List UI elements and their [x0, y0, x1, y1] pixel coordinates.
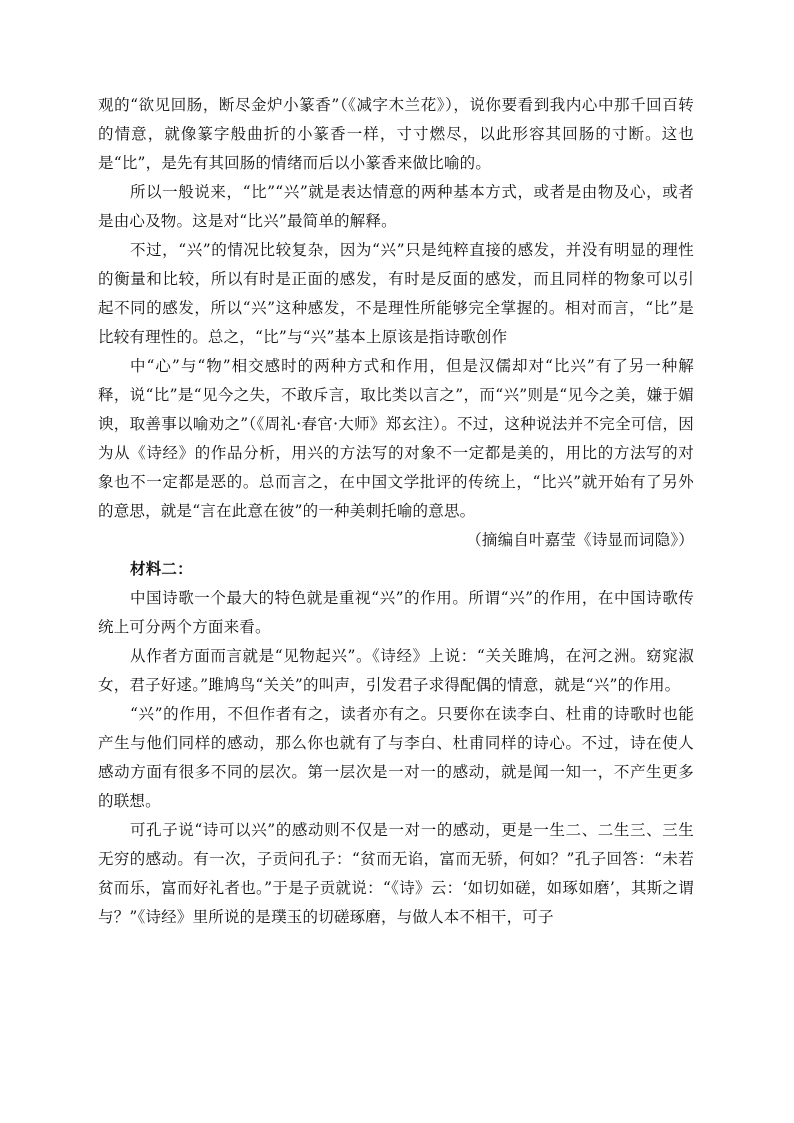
material-one-paragraph-4: 中“心”与“物”相交感时的两种方式和作用，但是汉儒却对“比兴”有了另一种解释，说“比”是“见今之失，不敢斥言，取比类以言之”，而“兴”则是“见今之美，嫌于媚谀，取善事以喻劝之”（《周礼·春官·大师》郑玄注）。不过，这种说法并不完全可信，因为从《诗经》的作品分析，用兴的方法写的对象不一定都是美的，用比的方法写的对象也不一定都是恶的。总而言之，在中国文学批评的传统上，“比兴”就开始有了另外的意思，就是“言在此意在彼”的一种美刺托喻的意思。	[98, 357, 694, 520]
material-one-paragraph-3: 不过，“兴”的情况比较复杂，因为“兴”只是纯粹直接的感发，并没有明显的理性的衡量和比较，所以有时是正面的感发，有时是反面的感发，而且同样的物象可以引起不同的感发，所以“兴”这种感发，不是理性所能够完全掌握的。相对而言，“比”是比较有理性的。总之，“比”与“兴”基本上原该是指诗歌创作	[98, 241, 694, 346]
material-two-paragraph-3: “兴”的作用，不但作者有之，读者亦有之。只要你在读李白、杜甫的诗歌时也能产生与他们同样的感动，那么你也就有了与李白、杜甫同样的诗心。不过，诗在使人感动方面有很多不同的层次。第一层次是一对一的感动，就是闻一知一，不产生更多的联想。	[98, 705, 694, 810]
material-two-paragraph-4: 可孔子说“诗可以兴”的感动则不仅是一对一的感动，更是一生二、二生三、三生无穷的感动。有一次，子贡问孔子：“贫而无谄，富而无骄，何如？”孔子回答：“未若贫而乐，富而好礼者也。”于是子贡就说：“《诗》云：‘如切如磋，如琢如磨’，其斯之谓与？”《诗经》里所说的是璞玉的切磋琢磨，与做人本不相干，可子	[98, 821, 694, 926]
material-one-paragraph-2: 所以一般说来，“比”“兴”就是表达情意的两种基本方式，或者是由物及心，或者是由心及物。这是对“比兴”最简单的解释。	[98, 183, 694, 230]
source-citation: （摘编自叶嘉莹《诗显而词隐》）	[466, 531, 694, 549]
material-one-paragraph-1: 观的“欲见回肠，断尽金炉小篆香”（《减字木兰花》），说你要看到我内心中那千回百转的情意，就像篆字般曲折的小篆香一样，寸寸燃尽，以此形容其回肠的寸断。这也是“比”，是先有其回肠的情绪而后以小篆香来做比喻的。	[98, 96, 694, 172]
document-body	[98, 91, 694, 932]
material-two-heading: 材料二：	[130, 560, 193, 578]
material-two-paragraph-1: 中国诗歌一个最大的特色就是重视“兴”的作用。所谓“兴”的作用，在中国诗歌传统上可分两个方面来看。	[98, 589, 694, 636]
material-two-paragraph-2: 从作者方面而言就是“见物起兴”。《诗经》上说：“关关雎鸠，在河之洲。窈窕淑女，君子好逑。”雎鸠鸟“关关”的叫声，引发君子求得配偶的情意，就是“兴”的作用。	[98, 647, 694, 694]
